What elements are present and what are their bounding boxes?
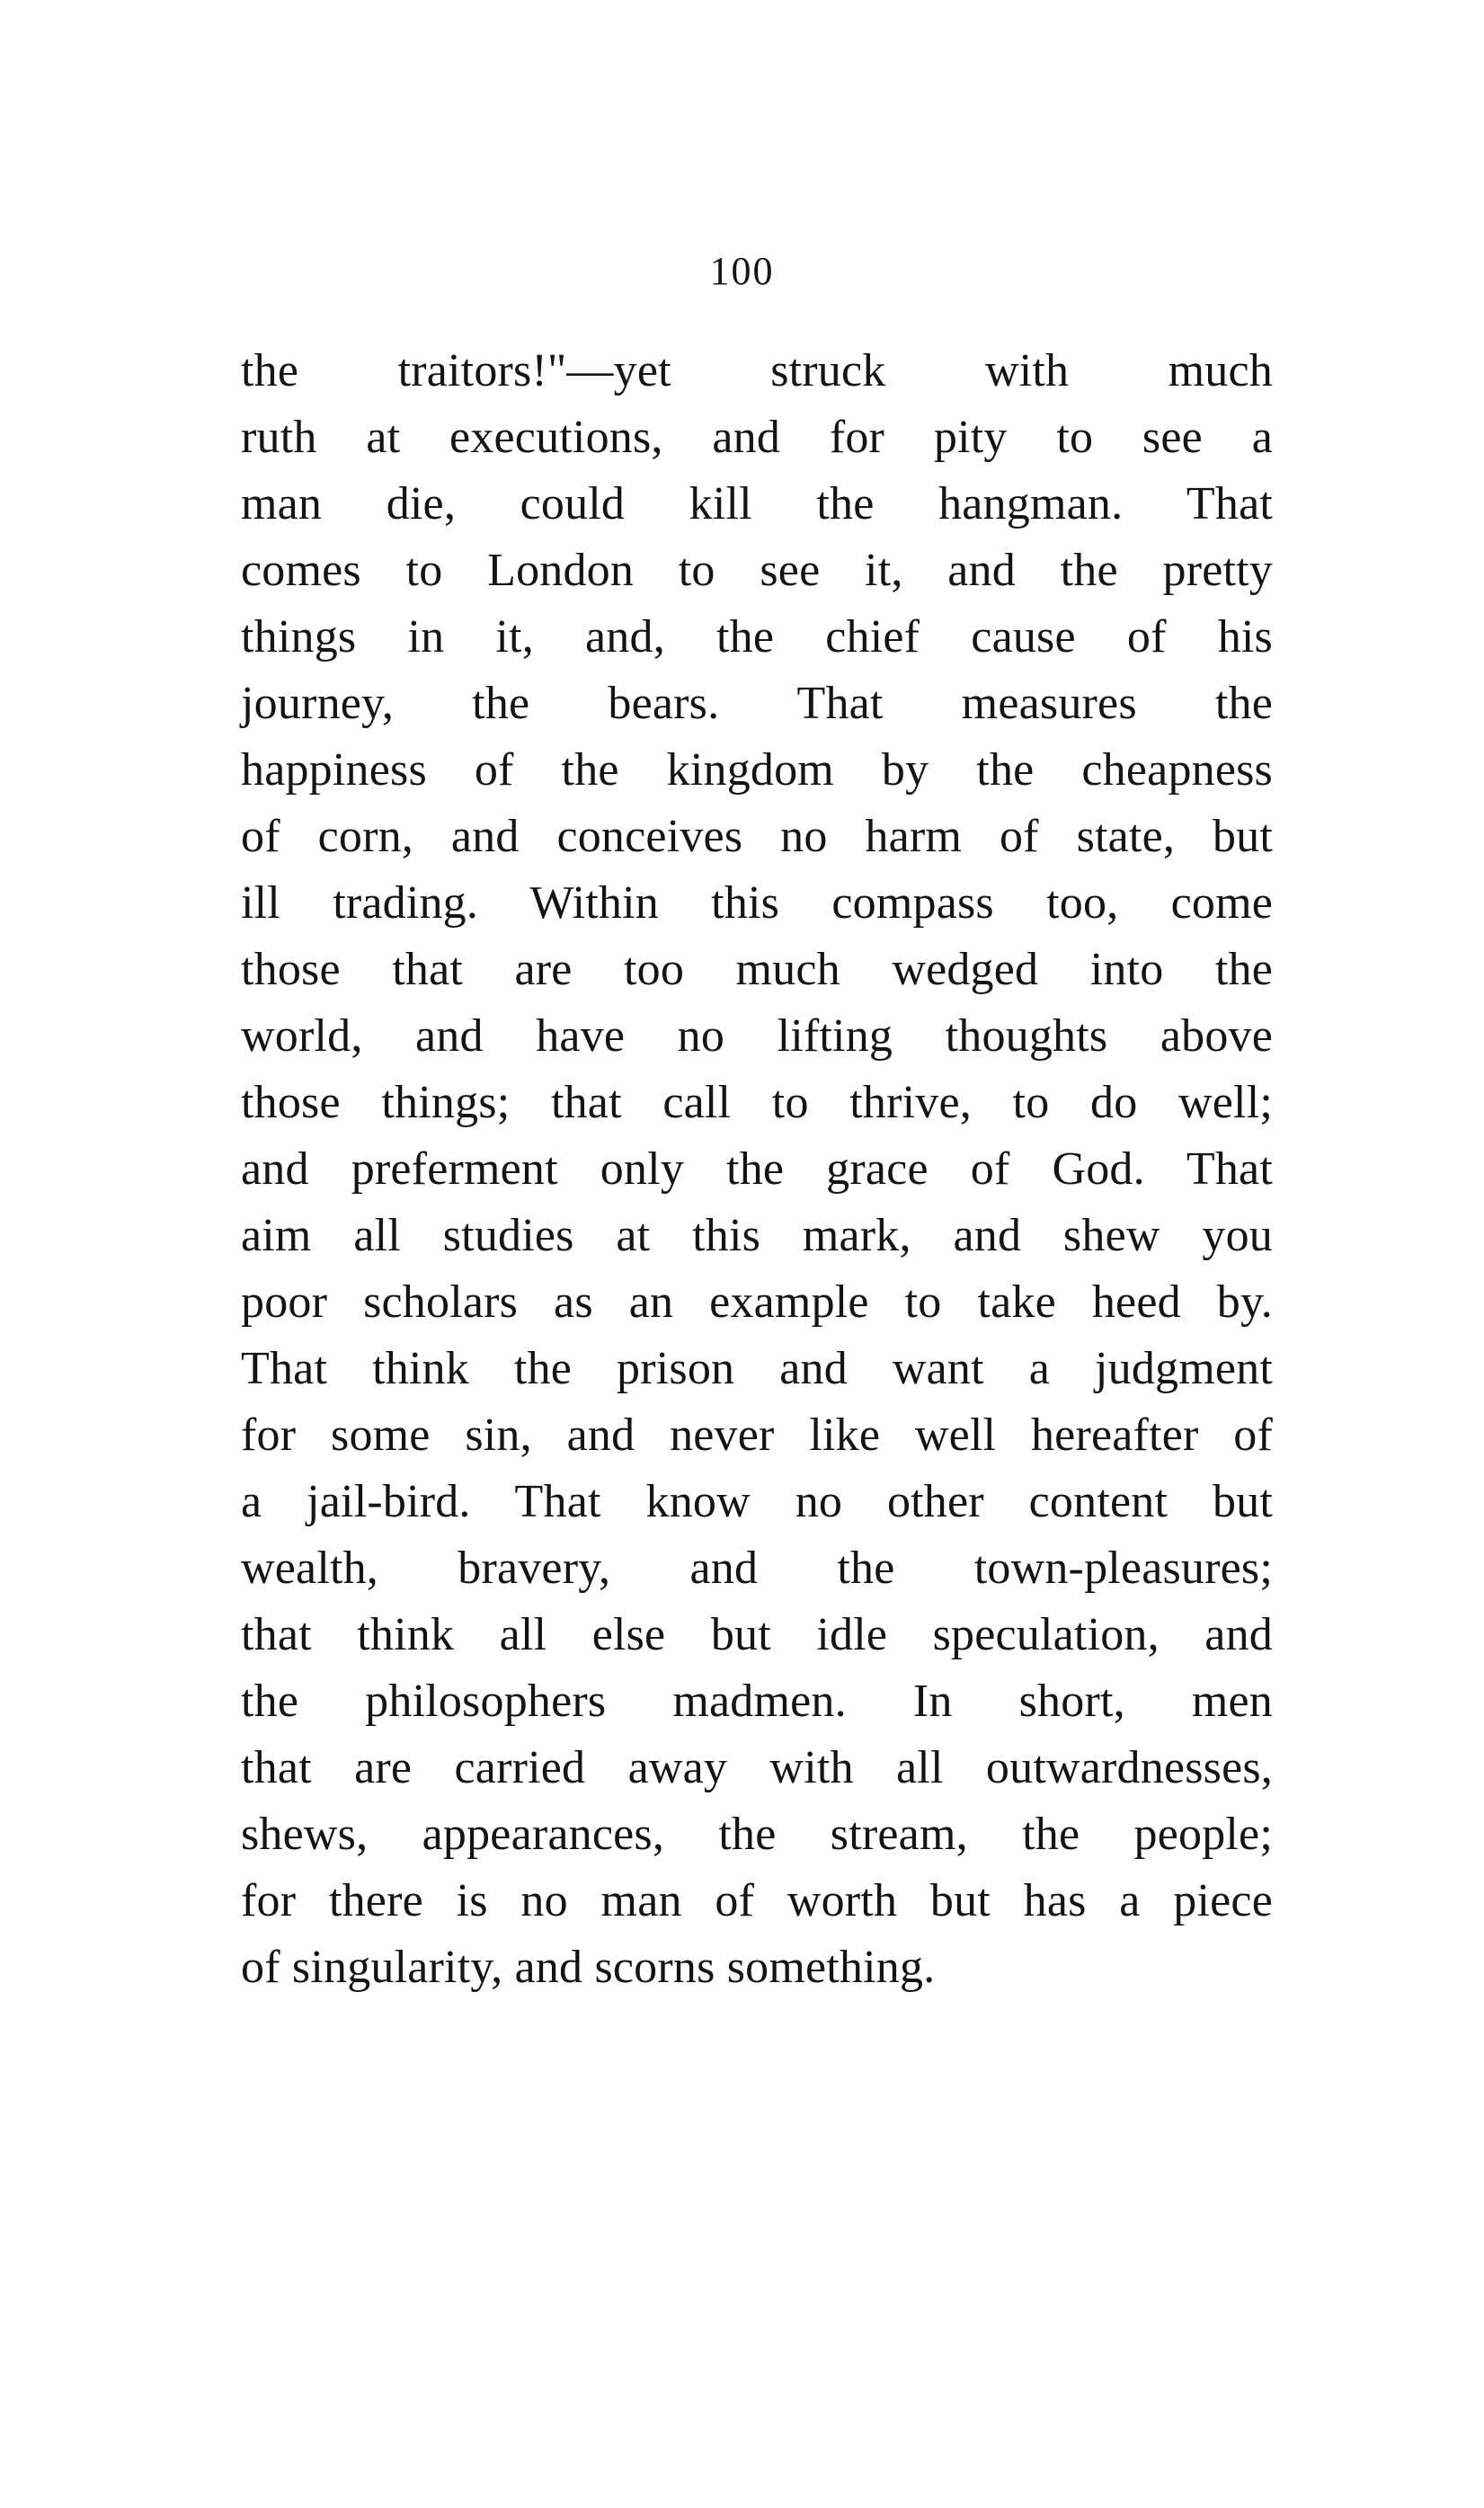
text-line: That think the prison and want a judgment <box>241 1343 1273 1394</box>
text-line: for some sin, and never like well hereafter of <box>241 1410 1273 1461</box>
text-line: wealth, bravery, and the town-pleasures; <box>241 1543 1273 1594</box>
text-line: things in it, and, the chief cause of his <box>241 611 1273 663</box>
text-line: man die, could kill the hangman. That <box>241 478 1273 529</box>
text-line: those things; that call to thrive, to do well; <box>241 1077 1273 1128</box>
page-number: 100 <box>709 249 775 293</box>
text-line: and preferment only the grace of God. That <box>241 1143 1273 1195</box>
body-text <box>241 338 1273 2001</box>
text-line: shews, appearances, the stream, the people; <box>241 1809 1273 1860</box>
text-line: the traitors!"—yet struck with much <box>241 345 1273 396</box>
text-line: ruth at executions, and for pity to see a <box>241 412 1273 463</box>
text-line: happiness of the kingdom by the cheapness <box>241 744 1273 796</box>
text-line: comes to London to see it, and the pretty <box>241 545 1273 596</box>
text-line: ill trading. Within this compass too, come <box>241 877 1273 929</box>
text-line: that think all else but idle speculation, and <box>241 1609 1273 1660</box>
text-line: that are carried away with all outwardnesses, <box>241 1742 1273 1793</box>
text-line: journey, the bears. That measures the <box>241 678 1273 729</box>
text-line: the philosophers madmen. In short, men <box>241 1676 1273 1727</box>
text-line: those that are too much wedged into the <box>241 944 1273 995</box>
text-line: poor scholars as an example to take heed by. <box>241 1276 1273 1328</box>
text-line-last: of singularity, and scorns something. <box>241 1942 936 1993</box>
text-line: for there is no man of worth but has a piece <box>241 1875 1273 1926</box>
text-line: aim all studies at this mark, and shew you <box>241 1210 1273 1261</box>
text-line: of corn, and conceives no harm of state, but <box>241 811 1273 862</box>
text-line: a jail-bird. That know no other content but <box>241 1476 1273 1527</box>
text-line: world, and have no lifting thoughts above <box>241 1010 1273 1062</box>
